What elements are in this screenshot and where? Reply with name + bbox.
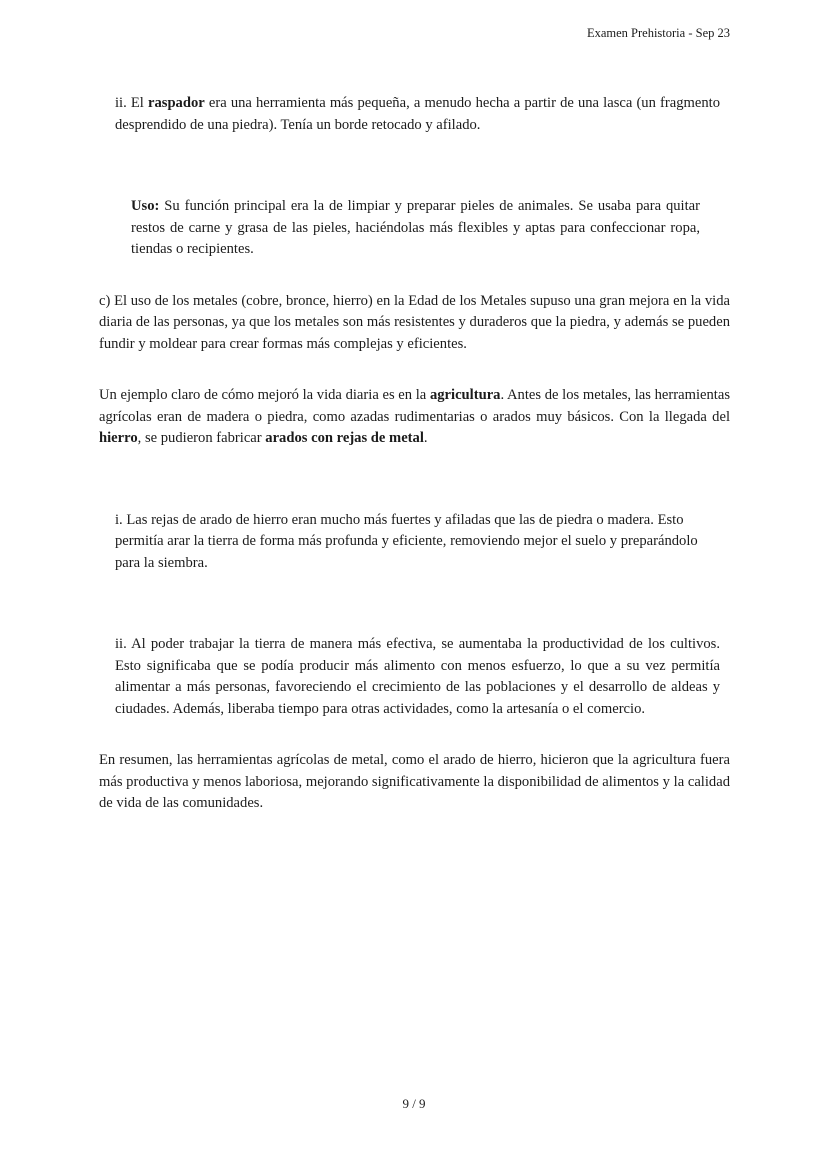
- paragraph: [99, 385, 730, 450]
- text-run: ii. El: [115, 95, 148, 111]
- text-run: c) El uso de los metales (cobre, bronce, hierro) en la Edad de los Metales supuso una gran mejora en la vida diaria de las personas, ya que los metales son más resistentes y duraderos que la piedra, y además se pueden fundir y moldear para crear formas más complejas y eficientes.: [99, 292, 730, 352]
- paragraph: [99, 291, 730, 356]
- text-run: Su función principal era la de limpiar y preparar pieles de animales. Se usaba para quitar restos de carne y grasa de las pieles, haciéndolas más flexibles y aptas para confeccionar ropa, tiendas o recipientes.: [131, 198, 700, 257]
- text-run: .: [423, 430, 428, 446]
- text-run: arados con rejas de metal: [265, 430, 424, 446]
- text-run: Un ejemplo claro de cómo mejoró la vida diaria es en la: [99, 387, 430, 403]
- text-run: hierro: [99, 430, 138, 446]
- text-run: , se pudieron fabricar: [137, 430, 266, 446]
- paragraph: [115, 510, 720, 575]
- paragraph: [115, 93, 720, 136]
- text-run: era una herramienta más pequeña, a menudo hecha a partir de una lasca (un fragmento desprendido de una piedra). Tenía un borde retocado y afilado.: [115, 95, 721, 133]
- text-run: En resumen, las herramientas agrícolas de metal, como el arado de hierro, hicieron que la agricultura fuera más productiva y menos laboriosa, mejorando significativamente la disponibilidad de alimentos y la calidad de vida de las comunidades.: [99, 752, 730, 811]
- paragraph: [115, 634, 720, 720]
- text-run: agricultura: [429, 387, 501, 403]
- header-title: Examen Prehistoria - Sep 23: [586, 26, 730, 40]
- paragraph: [99, 750, 730, 815]
- paragraph: [131, 196, 700, 261]
- page-number: 9 / 9: [402, 1096, 426, 1111]
- text-run: ii. Al poder trabajar la tierra de manera más efectiva, se aumentaba la productividad de los cultivos. Esto significaba que se podía producir más alimento con menos esfuerzo, lo que a su vez permitía alimentar a más personas, favoreciendo el crecimiento de las poblaciones y el desarrollo de aldeas y ciudades. Además, liberaba tiempo para otras actividades, como la artesanía o el comercio.: [115, 636, 720, 717]
- text-run: raspador: [147, 95, 205, 111]
- document-paragraphs: [99, 93, 730, 815]
- text-run: Uso:: [131, 198, 160, 214]
- page-header: [99, 26, 730, 41]
- text-run: . Antes de los metales, las herramientas agrícolas eran de madera o piedra, como azadas rudimentarias o arados muy básicos. Con la llegada del: [99, 387, 731, 425]
- page-footer: [0, 1096, 828, 1112]
- text-run: i. Las rejas de arado de hierro eran mucho más fuertes y afiladas que las de piedra o madera. Esto permitía arar la tierra de forma más profunda y eficiente, removiendo mejor el suelo y preparándolo para la siembra.: [115, 511, 698, 571]
